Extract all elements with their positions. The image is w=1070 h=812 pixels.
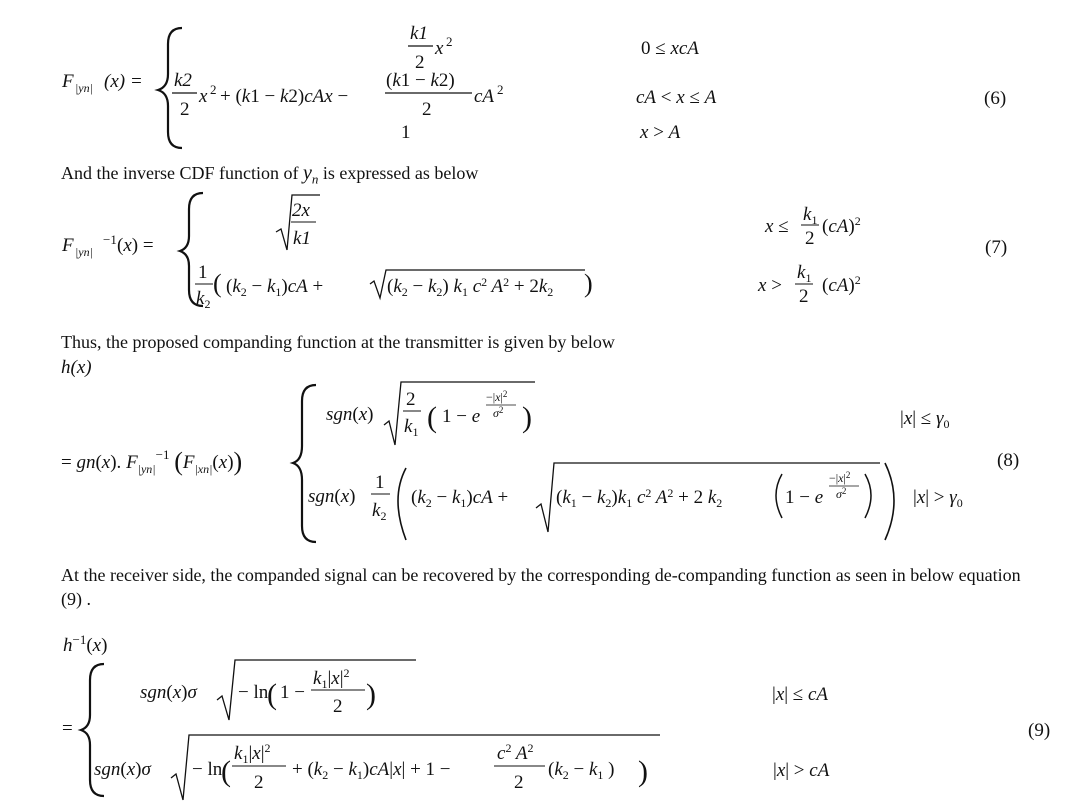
eq6-c2-mid: + (k1 − k2)cAx − — [220, 86, 349, 107]
eq7-lhs-arg: (x) = — [117, 235, 154, 256]
eq8-c2-exp-num: $-|x|^2$ — [829, 470, 851, 485]
eq9-lhs: = — [62, 718, 73, 739]
eq7-c2-1: 1 — [198, 262, 208, 283]
eq7-cond1-2: 2 — [805, 228, 815, 249]
eq9-cond1: |x| ≤ cA — [772, 684, 829, 705]
eq6-c2-sq: 2 — [210, 82, 217, 97]
eq9-c2-rparen: ) — [638, 755, 648, 788]
p1-sub: n — [311, 171, 319, 187]
p1-var: y — [302, 162, 312, 184]
eq7-c2-rad-body: $(k_2 - k_2)$ $k_1$ $c^2$ $A^2 + 2k_2$ — [387, 275, 554, 299]
eq7-cond2-2: 2 — [799, 286, 809, 307]
eq6-c2-k2: k2 — [174, 70, 192, 91]
eq8-c1-exp-den: $\sigma^2$ — [493, 405, 504, 420]
eq7-c1-num: 2x — [292, 200, 310, 221]
paragraph-companding-intro — [61, 330, 615, 354]
eq9-c2-mid: + $(k_2 - k_1)cA|x| + 1$ − — [292, 759, 451, 782]
eq9-c2-sgn: sgn(x)σ — [94, 759, 151, 780]
eq7-cond2-k: $k_1$ — [797, 262, 812, 285]
eq8-c2-sgn: sgn(x) — [308, 486, 356, 507]
eq9-c1-rparen: ) — [366, 678, 376, 711]
eq6-c2-cA: cA — [474, 86, 495, 107]
eq7-number: (7) — [985, 237, 1008, 258]
eq6-number: (6) — [984, 88, 1007, 109]
eq8-c2-1: 1 — [375, 472, 385, 493]
eq7-c2-lparen: ( — [213, 269, 222, 298]
equation-8 — [61, 357, 1019, 542]
eq9-c2-num2: $c^2$ $A^2$ — [497, 741, 534, 764]
eq7-c2-body: $(k_2 - k_1)cA$ + — [226, 276, 324, 299]
eq7-lhs-sub: |yn| — [75, 245, 93, 259]
eq9-cond2: |x| > cA — [773, 760, 830, 781]
eq8-c2-rparen2 — [865, 474, 871, 518]
eq7-c2-rparen: ) — [584, 269, 593, 298]
p1-before: And the inverse CDF function of — [61, 163, 303, 183]
eq6-c2-2b: 2 — [422, 99, 432, 120]
eq8-c2-rbig — [885, 463, 894, 540]
eq8-cond2: $|x| > \gamma_0$ — [913, 487, 963, 510]
eq9-c2-2a: 2 — [254, 772, 264, 793]
eq6-c1-num: k1 — [410, 23, 428, 44]
eq8-number: (8) — [997, 450, 1020, 471]
eq8-c2-body: $(k_2 - k_1)cA$ + — [411, 487, 509, 510]
eq6-c2-num: (k1 − k2) — [386, 70, 455, 91]
eq7-cond2-b: (cA)$^2$ — [822, 273, 861, 296]
eq8-lhs: = gn(x). $F_{|yn|}^{-1}$ $(F_{|xn|}(x))$ — [61, 447, 243, 476]
eq6-c1-sq: 2 — [446, 34, 453, 49]
eq9-c1-ln: − ln — [238, 682, 269, 703]
eq6-cond2: cA < x ≤ A — [636, 87, 717, 108]
eq6-lhs-F: F — [62, 71, 74, 92]
paragraph-receiver-side — [61, 563, 1021, 611]
eq6-c3: 1 — [401, 122, 411, 143]
eq9-c2-num: $k_1|x|^2$ — [234, 741, 271, 766]
eq9-c2-2b: 2 — [514, 772, 524, 793]
equation-7 — [61, 193, 1007, 311]
eq6-c2-sq2: 2 — [497, 82, 504, 97]
eq6-lhs-sub: |yn| — [75, 81, 93, 95]
eq9-c2-lparen: ( — [221, 755, 231, 788]
eq9-number: (9) — [1028, 720, 1051, 741]
eq7-cond1-a: x ≤ — [765, 216, 789, 237]
eq9-c1-2: 2 — [333, 696, 343, 717]
eq9-c1-sgn: sgn(x)σ — [140, 682, 197, 703]
eq8-brace — [293, 385, 316, 542]
eq8-c2-lparen2 — [776, 474, 782, 518]
eq7-c1-den: k1 — [293, 228, 311, 249]
equation-9 — [62, 632, 1050, 800]
eq8-c1-1minus: 1 − e — [442, 406, 481, 427]
eq6-c2-2a: 2 — [180, 99, 190, 120]
eq8-c2-k2: $k_2$ — [372, 500, 387, 523]
eq9-c2-ln: − ln — [192, 759, 223, 780]
eq8-c1-rparen: ) — [522, 401, 532, 434]
eq8-c1-lparen: ( — [427, 401, 437, 434]
eq8-c1-sgn: sgn(x) — [326, 404, 374, 425]
p4-text: At the receiver side, the companded signal can be recovered by the corresponding de-companding function as seen in below equation (9) . — [61, 565, 1021, 609]
eq6-cond3: x > A — [640, 122, 681, 143]
eq8-cond1: $|x| \le \gamma_0$ — [900, 408, 950, 431]
eq9-c1-num: $k_1|x|^2$ — [313, 666, 350, 691]
eq8-c2-rad-body: $(k_1 - k_2)k_1$ $c^2$ $A^2 + 2$ $k_2$ — [556, 486, 723, 510]
eq8-c2-lbig — [398, 468, 406, 540]
eq9-c1-1minus: 1 − — [280, 682, 305, 703]
eq7-cond2-a: x > — [758, 275, 782, 296]
eq9-first-line: $h^{-1}(x)$ — [63, 632, 108, 656]
eq7-lhs-F: F — [62, 235, 74, 256]
eq8-c1-exp-num: $-|x|^2$ — [486, 389, 508, 404]
eq7-lhs-inv: −1 — [103, 232, 117, 247]
p2-line1: Thus, the proposed companding function at the transmitter is given by below — [61, 332, 615, 352]
eq9-c1-lparen: ( — [267, 678, 277, 711]
eq8-c2-exp-den: $\sigma^2$ — [836, 486, 847, 501]
eq6-lhs-arg: (x) = — [104, 71, 143, 92]
eq7-c2-k2: $k_2$ — [196, 288, 211, 311]
eq8-c1-2: 2 — [406, 389, 416, 410]
p1-after: is expressed as below — [318, 163, 479, 183]
eq6-cond1: 0 ≤ xcA — [641, 38, 699, 59]
eq6-c1-x: x — [435, 38, 444, 59]
eq7-cond1-k: $k_1$ — [803, 204, 818, 227]
eq6-c1-den: 2 — [415, 52, 425, 73]
eq8-first-line: h(x) — [61, 357, 92, 378]
eq9-c2-tail: ($k_2 - k_1$ ) — [548, 759, 615, 782]
eq7-cond1-b: (cA)$^2$ — [822, 214, 861, 237]
eq6-c2-x2: x — [199, 86, 208, 107]
eq8-c2-1minus: 1 − e — [785, 487, 824, 508]
eq8-c1-k1: $k_1$ — [404, 416, 419, 439]
paragraph-inverse-cdf — [61, 161, 478, 192]
equation-6-body — [61, 23, 1006, 148]
